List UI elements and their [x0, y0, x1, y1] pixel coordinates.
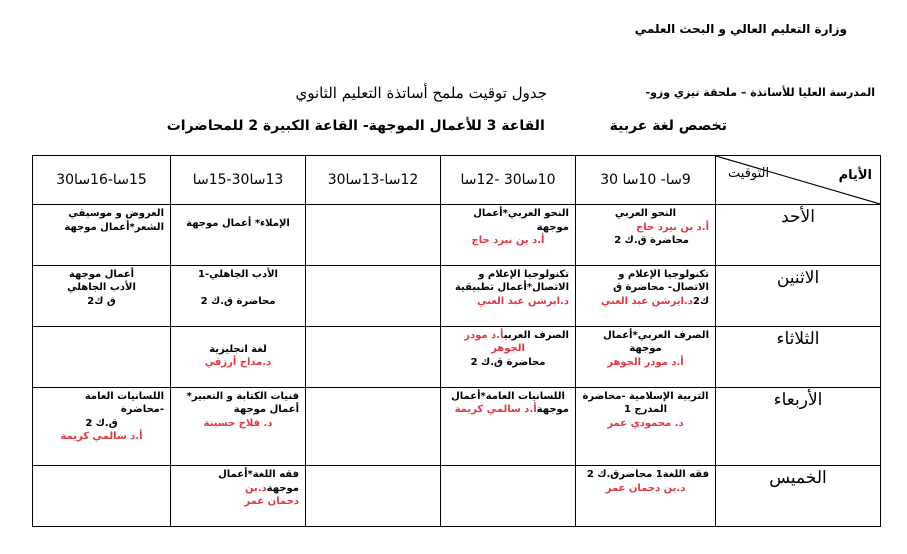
- session-cell: [33, 387, 171, 466]
- session-subject: اللسانيات العامة*أعمال: [451, 390, 565, 402]
- session-subject: الأدب الجاهلي: [67, 282, 136, 294]
- session-room: محاضرة ق.ك 2: [200, 296, 276, 308]
- session-cell: [576, 326, 716, 387]
- slot-header: 12سا-13سا30: [306, 156, 441, 205]
- session-room: محاضرة ق.ك 2: [614, 235, 689, 246]
- slot-header: 10سا30 -12سا: [441, 156, 576, 205]
- page-title: جدول توقيت ملمح أساتذة التعليم الثانوي: [295, 84, 547, 102]
- session-cell: [171, 205, 306, 266]
- session-cell: [441, 265, 576, 326]
- ministry-name: وزارة التعليم العالي و البحث العلمي: [634, 22, 847, 36]
- table-row: [33, 387, 881, 466]
- session-teacher: د. فلاح حسينة: [203, 417, 273, 429]
- session-teacher: أ.د مودر الجوهر: [607, 356, 684, 368]
- day-label: الاثنين: [716, 265, 881, 326]
- session-subject: فقه اللغة*أعمال موجهة: [218, 469, 299, 494]
- session-cell-empty: [33, 466, 171, 527]
- session-cell-empty: [306, 205, 441, 266]
- session-cell: [441, 326, 576, 387]
- table-row: [33, 466, 881, 527]
- session-subject: الأدب الجاهلي-1: [198, 268, 278, 280]
- schedule-table: [32, 155, 881, 527]
- session-teacher: أ.د سالمي كريمة: [60, 431, 143, 443]
- session-room: محاضرة ق.ك 2: [470, 356, 546, 368]
- slot-header: 15سا-16سا30: [33, 156, 171, 205]
- session-cell-empty: [33, 326, 171, 387]
- session-teacher: الجوهر: [491, 343, 525, 355]
- specialty: تخصص لغة عربية: [609, 118, 727, 134]
- session-subject: الشعر*أعمال موجهة: [64, 221, 164, 233]
- session-subject: فقه اللغة1 محاضرق.ك 2: [586, 469, 709, 481]
- session-cell: [33, 205, 171, 266]
- session-room: المدرج 1: [623, 404, 668, 416]
- session-cell: [576, 387, 716, 466]
- session-cell: [576, 265, 716, 326]
- session-subject: النحو العربي: [614, 208, 677, 219]
- session-subject: تكنولوجيا الإعلام و: [618, 268, 709, 280]
- day-label: الخميس: [716, 466, 881, 527]
- session-subject: أعمال موجهة: [68, 268, 135, 280]
- session-teacher: د. محمودي عمر: [607, 417, 684, 429]
- halls: القاعة 3 للأعمال الموجهة- القاعة الكبيرة 2 للمحاضرات: [166, 118, 545, 134]
- session-cell: [171, 326, 306, 387]
- session-cell-empty: [306, 265, 441, 326]
- session-teacher: أ.د مودر: [464, 329, 504, 341]
- session-room: ق.ك 2: [85, 417, 118, 429]
- session-teacher: د.ايرشن عبد الغني: [601, 295, 693, 307]
- session-cell: [576, 466, 716, 527]
- session-cell: [171, 466, 306, 527]
- session-teacher: أ.د بن نيرد حاج: [636, 221, 709, 233]
- session-subject: النحو العربي*أعمال موجهة: [473, 208, 569, 233]
- session-room: ك2: [692, 295, 709, 307]
- day-label: الثلاثاء: [716, 326, 881, 387]
- corner-time: التوقيت: [728, 166, 770, 181]
- session-teacher: د.ايرشن عبد الغني: [477, 295, 569, 307]
- table-row: [33, 326, 881, 387]
- session-subject: لغة انجليزية: [209, 343, 267, 355]
- session-subject: فنيات الكتابة و التعبير*: [186, 390, 299, 402]
- session-subject: أعمال موجهة: [233, 404, 299, 416]
- school-name: المدرسة العليا للأساتذة – ملحقة تيزي وزو-: [645, 86, 875, 99]
- session-teacher: د.مداح أرزقي: [204, 357, 272, 369]
- session-subject: الصرف العربي: [503, 329, 569, 341]
- session-subject: الاتصال- محاضرة ق: [613, 282, 709, 294]
- day-label: الأربعاء: [716, 387, 881, 466]
- session-subject: الإملاء* أعمال موجهة: [186, 218, 290, 229]
- slot-header: 13سا30-15سا: [171, 156, 306, 205]
- session-cell-empty: [441, 466, 576, 527]
- session-cell-empty: [306, 466, 441, 527]
- session-teacher: د.بن: [244, 482, 267, 494]
- session-cell: [576, 205, 716, 266]
- session-subject: الصرف العربي*أعمال: [603, 329, 709, 341]
- table-row: [33, 265, 881, 326]
- session-cell: [33, 265, 171, 326]
- session-teacher: دحمان عمر: [244, 496, 299, 508]
- slot-header: 9سا- 10سا 30: [576, 156, 716, 205]
- session-subject: التربية الإسلامية -محاضرة: [582, 390, 709, 402]
- session-cell-empty: [306, 326, 441, 387]
- table-row: [33, 205, 881, 266]
- session-subject: تكنولوجيا الإعلام و: [478, 268, 569, 280]
- session-cell: [441, 205, 576, 266]
- session-subject: موجهة: [536, 404, 569, 416]
- session-teacher: أ.د سالمي كريمة: [454, 404, 537, 416]
- subtitle: [167, 118, 727, 134]
- header-row: [33, 156, 881, 205]
- session-subject: اللسانيات العامة -محاضرة: [84, 390, 164, 416]
- session-cell: [441, 387, 576, 466]
- session-room: ق ك2: [87, 295, 116, 307]
- session-cell: [171, 387, 306, 466]
- corner-cell: [716, 156, 881, 205]
- session-subject: العروض و موسيقي: [68, 208, 164, 219]
- session-teacher: أ.د بن نيرد حاج: [471, 235, 545, 246]
- session-subject: موجهة: [629, 343, 662, 355]
- session-cell: [171, 265, 306, 326]
- corner-days: الأيام: [838, 168, 872, 183]
- day-label: الأحد: [716, 205, 881, 266]
- session-cell-empty: [306, 387, 441, 466]
- session-subject: الاتصال*أعمال تطبيقية: [454, 282, 569, 294]
- session-teacher: د.بن دحمان عمر: [605, 482, 686, 494]
